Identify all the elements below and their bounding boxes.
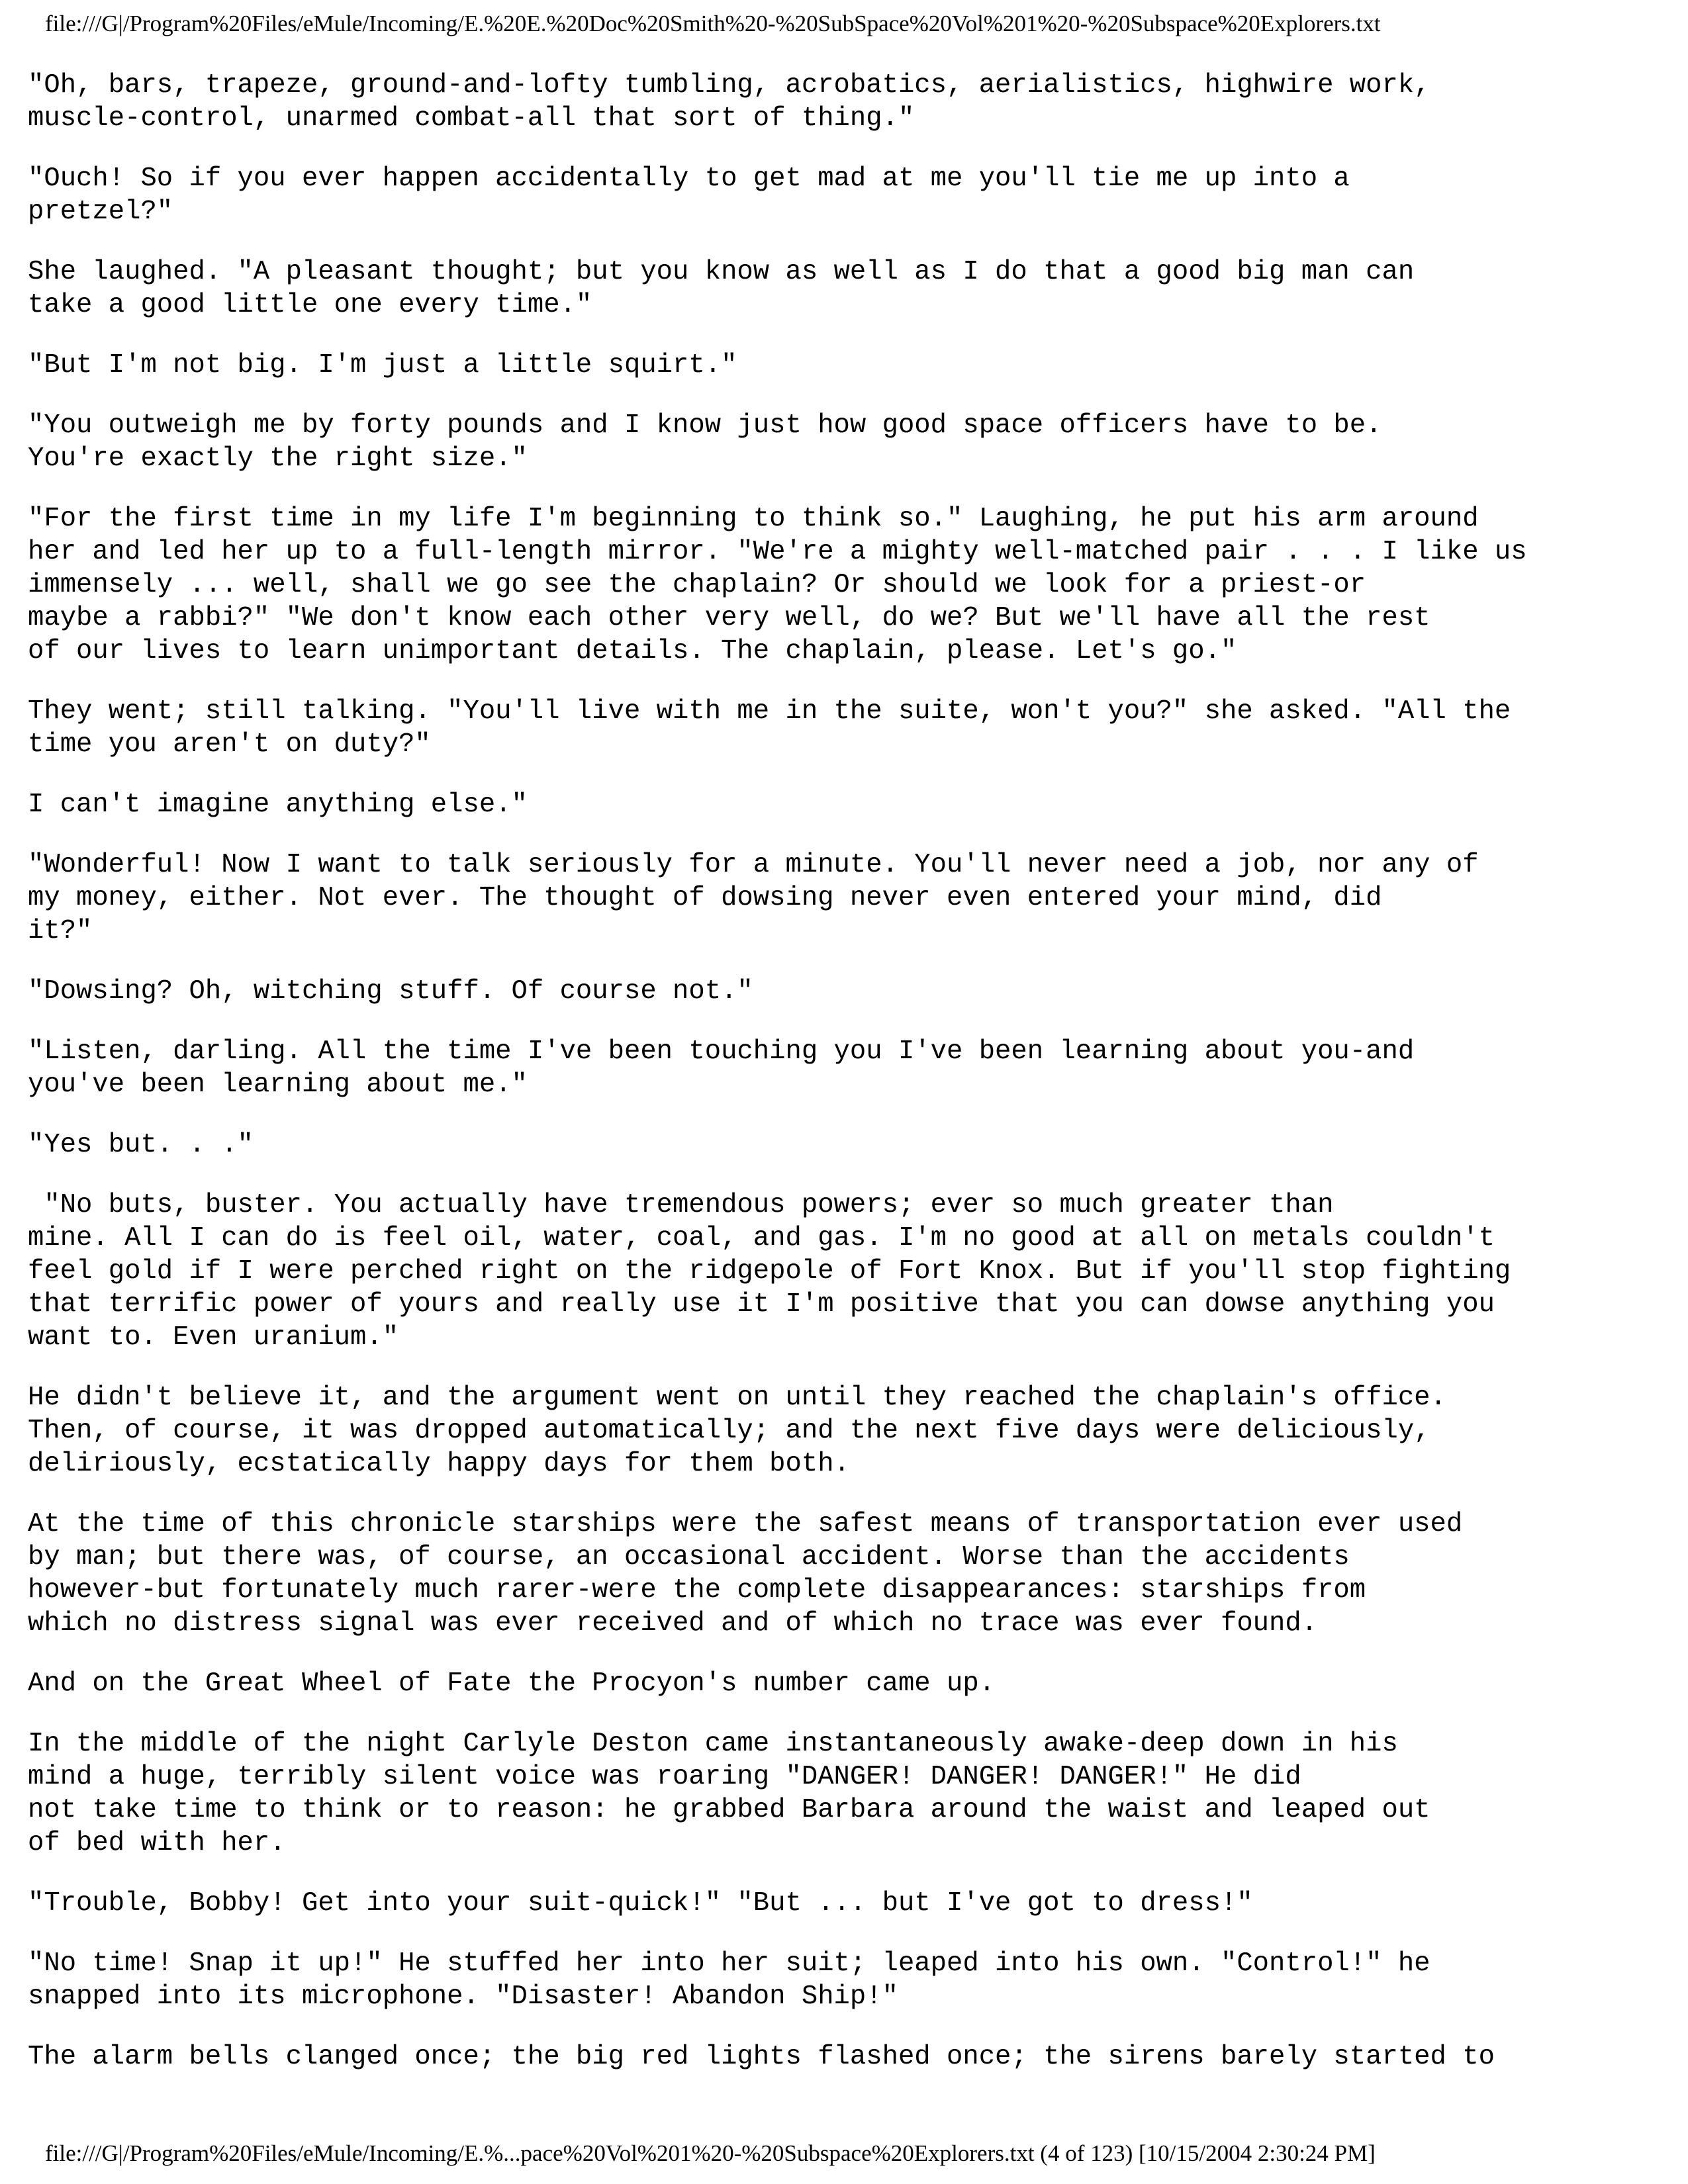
text-line: time you aren't on duty?" bbox=[28, 729, 431, 760]
text-line: In the middle of the night Carlyle Deston came instantaneously awake-deep down in his bbox=[28, 1729, 1398, 1759]
text-line: "But I'm not big. I'm just a little squirt." bbox=[28, 350, 737, 381]
text-line: "Dowsing? Oh, witching stuff. Of course not." bbox=[28, 976, 753, 1007]
text-line: of bed with her. bbox=[28, 1828, 286, 1858]
text-line: want to. Even uranium." bbox=[28, 1322, 399, 1353]
text-line: feel gold if I were perched right on the ridgepole of Fort Knox. But if you'll stop fighting bbox=[28, 1256, 1511, 1287]
text-line: "Ouch! So if you ever happen accidentally to get mad at me you'll tie me up into a bbox=[28, 163, 1350, 194]
text-line: it?" bbox=[28, 916, 93, 946]
text-line: maybe a rabbi?" "We don't know each other very well, do we? But we'll have all the rest bbox=[28, 603, 1430, 633]
paragraph bbox=[28, 1035, 1663, 1101]
paragraph bbox=[28, 695, 1663, 761]
text-line: that terrific power of yours and really use it I'm positive that you can dowse anything you bbox=[28, 1289, 1495, 1320]
text-line: muscle-control, unarmed combat-all that sort of thing." bbox=[28, 103, 915, 134]
text-line: take a good little one every time." bbox=[28, 290, 592, 320]
print-footer: file:///G|/Program%20Files/eMule/Incoming/E.%...pace%20Vol%201%20-%20Subspace%20Explorers.txt (4 of 123) [10/15/2004 2:30:24 PM] bbox=[45, 2140, 1376, 2166]
text-line: "Trouble, Bobby! Get into your suit-quick!" "But ... but I've got to dress!" bbox=[28, 1888, 1253, 1919]
text-line: my money, either. Not ever. The thought of dowsing never even entered your mind, did bbox=[28, 883, 1382, 913]
paragraph bbox=[28, 255, 1663, 322]
text-line: "For the first time in my life I'm beginning to think so." Laughing, he put his arm around bbox=[28, 504, 1479, 534]
paragraph bbox=[28, 1189, 1663, 1354]
paragraph bbox=[28, 162, 1663, 228]
paragraph bbox=[28, 1727, 1663, 1860]
paragraph bbox=[28, 1128, 1663, 1161]
text-line: you've been learning about me." bbox=[28, 1069, 528, 1100]
text-line: She laughed. "A pleasant thought; but you know as well as I do that a good big man can bbox=[28, 257, 1415, 287]
document-body bbox=[28, 69, 1663, 2101]
text-line: "Listen, darling. All the time I've been touching you I've been learning about you-and bbox=[28, 1036, 1415, 1067]
text-line: however-but fortunately much rarer-were the complete disappearances: starships from bbox=[28, 1575, 1366, 1606]
text-line: mind a huge, terribly silent voice was roaring "DANGER! DANGER! DANGER!" He did bbox=[28, 1762, 1301, 1792]
text-line: her and led her up to a full-length mirror. "We're a mighty well-matched pair . . . I like us bbox=[28, 537, 1527, 567]
text-line: "No time! Snap it up!" He stuffed her into her suit; leaped into his own. "Control!" he bbox=[28, 1948, 1430, 1979]
text-line: not take time to think or to reason: he grabbed Barbara around the waist and leaped out bbox=[28, 1795, 1430, 1825]
text-line: immensely ... well, shall we go see the chaplain? Or should we look for a priest-or bbox=[28, 570, 1366, 600]
text-line: deliriously, ecstatically happy days for them both. bbox=[28, 1449, 850, 1479]
paragraph bbox=[28, 1381, 1663, 1480]
paragraph bbox=[28, 848, 1663, 948]
text-line: which no distress signal was ever received and of which no trace was ever found. bbox=[28, 1608, 1318, 1639]
paragraph bbox=[28, 2040, 1663, 2073]
text-line: "No buts, buster. You actually have tremendous powers; ever so much greater than bbox=[28, 1190, 1334, 1220]
paragraph bbox=[28, 975, 1663, 1008]
paragraph bbox=[28, 349, 1663, 382]
text-line: They went; still talking. "You'll live with me in the suite, won't you?" she asked. "All the bbox=[28, 696, 1511, 727]
paragraph bbox=[28, 1667, 1663, 1700]
text-line: snapped into its microphone. "Disaster! Abandon Ship!" bbox=[28, 1981, 898, 2012]
text-line: "Yes but. . ." bbox=[28, 1130, 254, 1160]
paragraph bbox=[28, 1947, 1663, 2013]
text-line: "Wonderful! Now I want to talk seriously for a minute. You'll never need a job, nor any of bbox=[28, 850, 1479, 880]
print-header-path: file:///G|/Program%20Files/eMule/Incoming/E.%20E.%20Doc%20Smith%20-%20SubSpace%20Vol%201%20-%20Subspace%20Explorers.txt bbox=[45, 11, 1381, 36]
text-line: pretzel?" bbox=[28, 197, 173, 227]
text-line: The alarm bells clanged once; the big red lights flashed once; the sirens barely started to bbox=[28, 2042, 1495, 2072]
paragraph bbox=[28, 1508, 1663, 1640]
text-line: "You outweigh me by forty pounds and I know just how good space officers have to be. bbox=[28, 410, 1382, 441]
text-line: I can't imagine anything else." bbox=[28, 790, 528, 820]
paragraph bbox=[28, 69, 1663, 135]
paragraph bbox=[28, 409, 1663, 475]
paragraph bbox=[28, 788, 1663, 821]
text-line: At the time of this chronicle starships were the safest means of transportation ever used bbox=[28, 1509, 1463, 1539]
text-line: He didn't believe it, and the argument went on until they reached the chaplain's office. bbox=[28, 1383, 1446, 1413]
text-line: Then, of course, it was dropped automatically; and the next five days were deliciously, bbox=[28, 1416, 1430, 1446]
text-line: mine. All I can do is feel oil, water, coal, and gas. I'm no good at all on metals couldn't bbox=[28, 1223, 1495, 1253]
text-line: You're exactly the right size." bbox=[28, 443, 528, 474]
paragraph bbox=[28, 1887, 1663, 1920]
text-line: by man; but there was, of course, an occasional accident. Worse than the accidents bbox=[28, 1542, 1350, 1572]
text-line: of our lives to learn unimportant details. The chaplain, please. Let's go." bbox=[28, 636, 1237, 666]
paragraph bbox=[28, 502, 1663, 668]
text-line: And on the Great Wheel of Fate the Procyon's number came up. bbox=[28, 1668, 996, 1699]
text-line: "Oh, bars, trapeze, ground-and-lofty tumbling, acrobatics, aerialistics, highwire work, bbox=[28, 70, 1430, 101]
